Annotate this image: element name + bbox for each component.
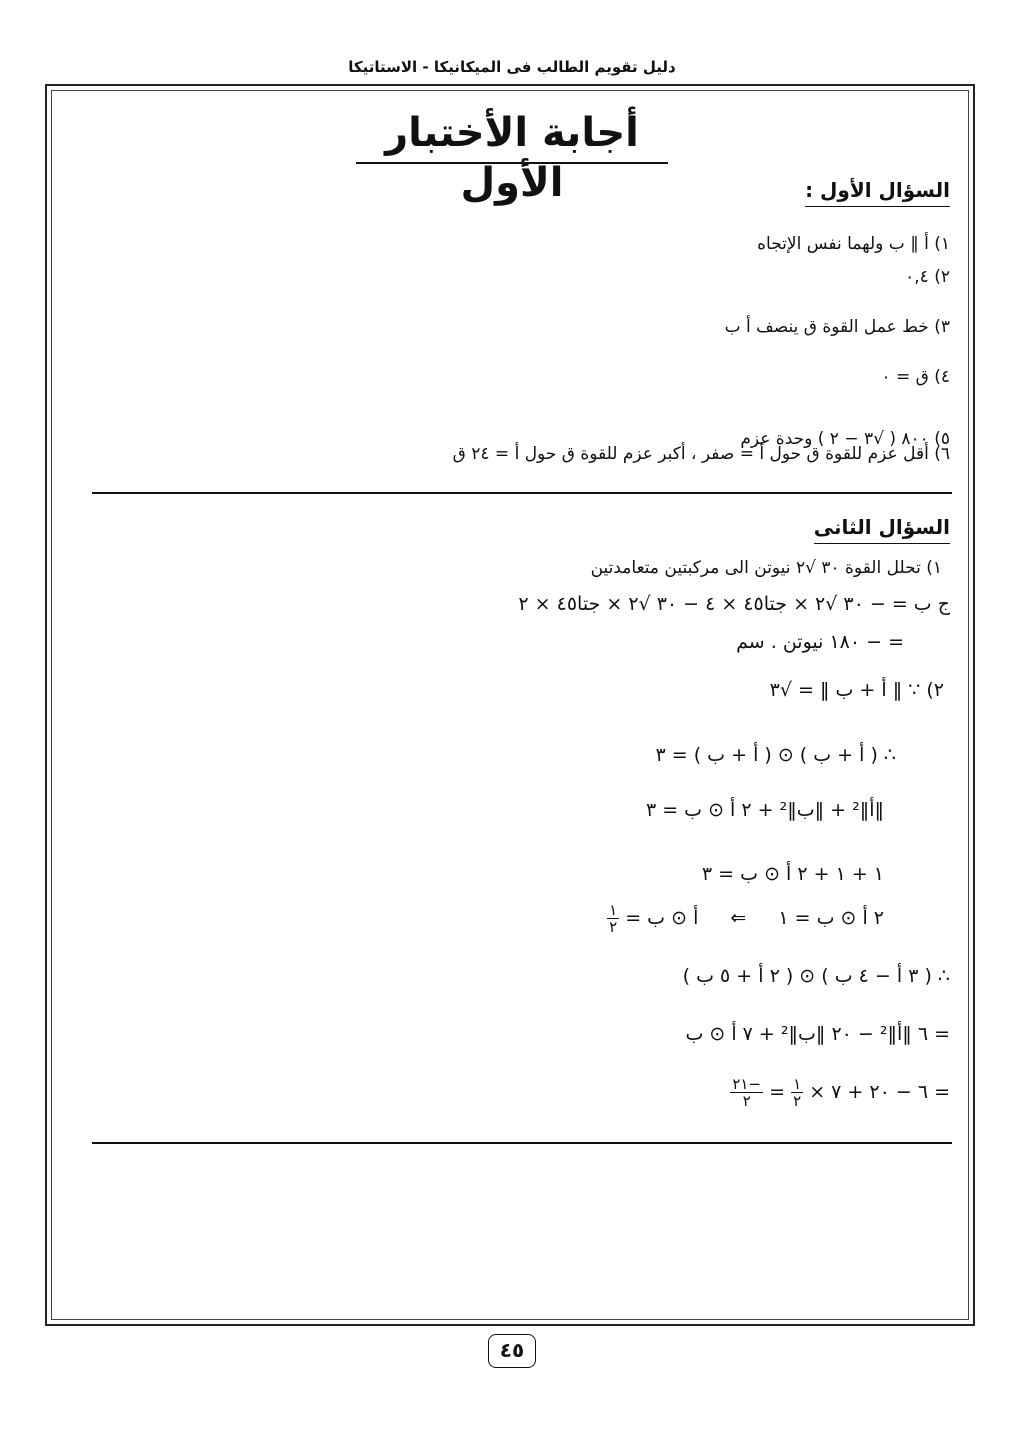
q2-dot-product-step-3: ١ + ١ + ٢ أ ⊙ ب = ٣ (701, 863, 884, 885)
one-half-fraction (607, 902, 619, 935)
step-4-right: أ ⊙ ب = (625, 907, 699, 929)
result-half-fraction (791, 1076, 803, 1109)
q2-expansion-result (730, 1076, 950, 1109)
q1-answer-5: ٥) ٨٠٠ ( √٣ − ٢ ) وحدة عزم (740, 429, 950, 449)
q2-moment-equation: ج ب = − ٣٠ √٢ × جتا٤٥ × ٤ − ٣٠ √٢ × جتا٤٥ × ٢ (518, 593, 950, 615)
q2-expansion-step-2: = ٦ ‖أ‖² − ٢٠ ‖ب‖² + ٧ أ ⊙ ب (685, 1023, 950, 1045)
implies-arrow: ⇐ (730, 907, 747, 929)
section-divider-2 (92, 1142, 952, 1144)
question-2-heading-text: السؤال الثانى (813, 515, 950, 539)
q2-dot-product-step-1: ∴ ( أ + ب ) ⊙ ( أ + ب ) = ٣ (655, 744, 896, 766)
result-expression: = ٦ − ٢٠ + ٧ × (809, 1081, 950, 1103)
question-2-heading-underline (814, 543, 950, 544)
q2-dot-product-step-2: ‖أ‖² + ‖ب‖² + ٢ أ ⊙ ب = ٣ (645, 799, 884, 821)
result-equals: = (769, 1081, 786, 1103)
q1-answer-2: ٢) ٠,٤ (905, 267, 950, 287)
question-2-heading (814, 515, 950, 539)
q2-moment-result: = − ١٨٠ نيوتن . سم (736, 631, 904, 653)
step-4-left: ٢ أ ⊙ ب = ١ (778, 907, 884, 929)
final-result-denominator: ٢ (742, 1092, 751, 1110)
page-title: أجابة الأختبار الأول (385, 110, 639, 206)
running-header: دليل تقويم الطالب فى الميكانيكا - الاستاتيكا (348, 58, 676, 76)
question-1-heading-underline (805, 206, 950, 207)
fraction-numerator: ١ (609, 901, 618, 919)
question-1-heading-text: السؤال الأول : (805, 178, 950, 202)
final-result-numerator: −٢١ (732, 1075, 762, 1093)
q1-answer-1: ١) أ ∥ ب ولهما نفس الإتجاه (757, 234, 950, 254)
result-half-denominator: ٢ (793, 1092, 802, 1110)
page-frame-inner (51, 90, 969, 1320)
q2-part-2-given: ٢) ∵ ‖ أ + ب ‖ = √٣ (769, 679, 944, 701)
q2-dot-product-step-4 (607, 902, 884, 935)
q2-part-1-statement: ١) تحلل القوة ٣٠ √٢ نيوتن الى مركبتين متعامدتين (590, 558, 942, 578)
result-half-numerator: ١ (793, 1075, 802, 1093)
question-1-heading (805, 178, 950, 202)
page-number: ٤٥ (488, 1334, 536, 1368)
section-divider-1 (92, 492, 952, 494)
q1-answer-6: ٦) أقل عزم للقوة ق حول أ = صفر ، أكبر عزم للقوة ق حول أ = ٢٤ ق (452, 444, 950, 464)
q1-answer-4: ٤) ق = ٠ (881, 367, 950, 387)
q1-answer-3: ٣) خط عمل القوة ق ينصف أ ب (724, 317, 950, 337)
final-result-fraction (730, 1076, 763, 1109)
fraction-denominator: ٢ (609, 918, 618, 936)
title-underline (356, 162, 668, 164)
q2-expansion-step-1: ∴ ( ٣ أ − ٤ ب ) ⊙ ( ٢ أ + ٥ ب ) (682, 965, 950, 987)
